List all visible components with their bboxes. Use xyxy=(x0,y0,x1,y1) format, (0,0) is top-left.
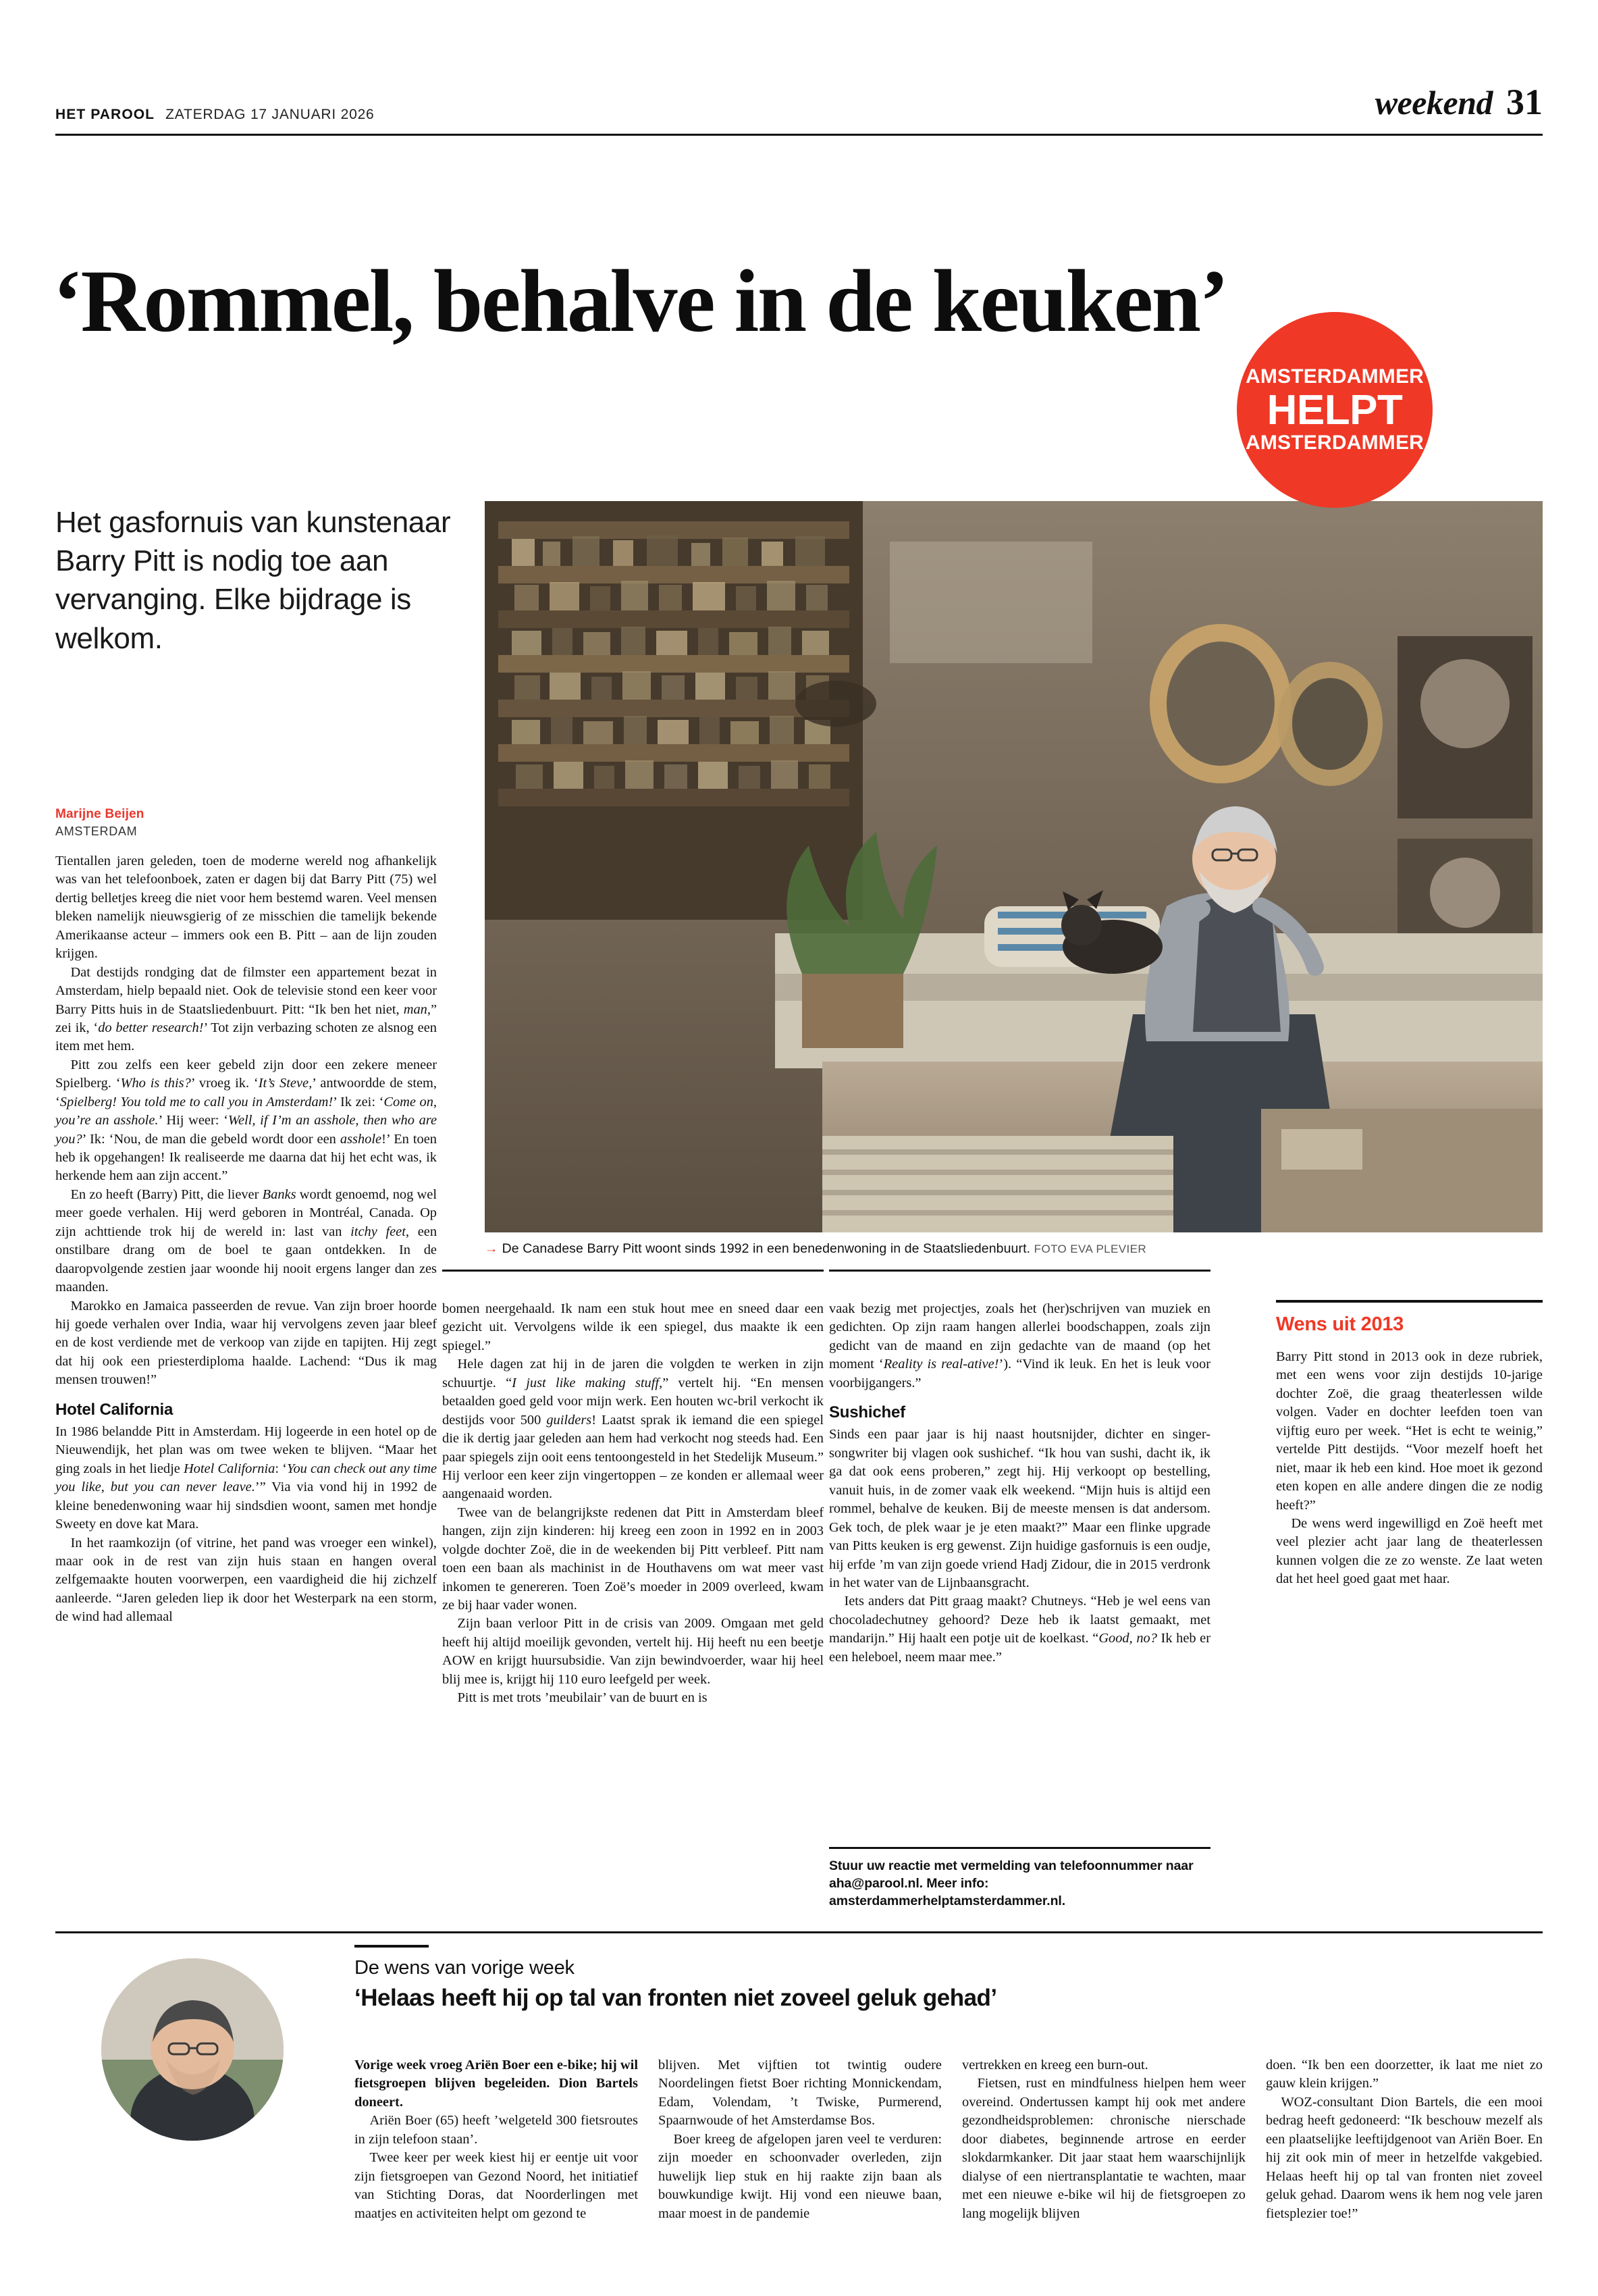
body-column-3 xyxy=(829,1300,1210,1667)
paragraph: Dat destijds rondging dat de filmster een appartement bezat in Amsterdam, hielp bepaald niet. Ook de televisie stond een keer voor Barry Pitts huis in de Staatsliedenbuurt. Pitt: “Ik ben het niet, man,” zei ik, ‘do better research!’ Tot zijn verbazing schoten ze alsnog een item met hem. xyxy=(55,964,437,1054)
paragraph: Sinds een paar jaar is hij naast houtsnijder, dichter en singer-songwriter bij vlagen ook sushichef. “Ik hou van sushi, dacht ik, ik ga dat ook eens proberen,” zegt hij. Hij verkoopt op bestelling, vanuit huis, in de zomer vaak elk weekend. “Mijn huis is altijd een rommel, behalve de keuken. Bij de meeste mensen is dat andersom. Gek toch, de plek waar je je eten maakt?” Maar een flinke upgrade van Pitts keuken is erg gewenst. Zijn huidige gasfornuis is een oudje, hij erfde ’m van zijn goede vriend Hadj Zidour, die in 2015 verdronk in het water van de Lijnbaansgracht. xyxy=(829,1427,1210,1590)
status-badge xyxy=(1237,312,1433,508)
main-photo xyxy=(485,501,1543,1232)
bottom-col4-paragraphs xyxy=(1266,2056,1543,2223)
subheading-hotel-california: Hotel California xyxy=(55,1400,174,1419)
avatar xyxy=(101,1958,284,2141)
bottom-header xyxy=(354,1945,1246,2011)
badge-line-3: AMSTERDAMMER xyxy=(1245,432,1424,454)
paragraph: Twee van de belangrijkste redenen dat Pitt in Amsterdam bleef hangen, zijn zijn kinderen: hij kreeg een zoon in 1992 en in 2003 volgde dochter Zoë, die in de weekenden bij Pitt verbleef. Pitt nam toen een baan als machinist in de Houthavens om wat meer vast inkomen te genereren. Toen Zoë’s moeder in 2009 overleed, kwam ze bij haar vader wonen. xyxy=(442,1505,824,1613)
sidebar-title: Wens uit 2013 xyxy=(1276,1313,1404,1335)
paragraph: Pitt is met trots ’meubilair’ van de buurt en is xyxy=(457,1690,708,1706)
page-number: 31 xyxy=(1506,82,1543,122)
bottom-kicker: De wens van vorige week xyxy=(354,1957,575,1979)
col1-paragraphs-after xyxy=(55,1423,437,1627)
paragraph: Tientallen jaren geleden, toen de moderne wereld nog afhankelijk was van het telefoonboek, zaten er dagen bij dat Barry Pitt (75) wel dertig belletjes kreeg die niet voor hem bestemd waren. Veel mensen bleken namelijk nieuwsgierig of ze misschien die tamelijk bekende Amerikaanse acteur – immers ook een B. Pitt – aan de lijn zouden krijgen. xyxy=(55,854,437,962)
body-column-2 xyxy=(442,1300,824,1708)
page-title: ‘Rommel, behalve in de keuken’ xyxy=(53,251,1227,351)
subheading-sushichef: Sushichef xyxy=(829,1403,905,1422)
reaction-note: Stuur uw reactie met vermelding van telefoonnummer naar aha@parool.nl. Meer info: amsterdammerhelptamsterdammer.nl. xyxy=(829,1847,1210,1910)
paragraph: En zo heeft (Barry) Pitt, die liever Banks wordt genoemd, nog wel meer goede verhalen. Hij werd geboren in Montréal, Canada. Op zijn achttiende trok hij de wereld in: last van itchy feet, een onstilbare drang om de boel te gaan ontdekken. In de daaropvolgende zestien jaar woonde hij nooit ergens langer dan zes maanden. xyxy=(55,1186,437,1295)
col2-paragraphs xyxy=(442,1300,824,1708)
photo-caption xyxy=(485,1241,1543,1257)
byline xyxy=(55,807,433,839)
avatar-illustration xyxy=(101,1958,284,2141)
sidebar-rule xyxy=(1276,1300,1543,1303)
masthead xyxy=(55,81,1543,136)
paragraph: Fietsen, rust en mindfulness hielpen hem weer overeind. Ondertussen kampt hij ook met andere gezondheidsproblemen: chronische nierschade door diabetes, beginnende artrose en eerder slokdarmkanker. Dit jaar staat hem waarschijnlijk dialyse of een niertransplantatie te wachten, maar met een nieuwe e-bike wil hij de fietsgroepen zo lang mogelijk blijven xyxy=(962,2076,1246,2221)
publication-date: ZATERDAG 17 JANUARI 2026 xyxy=(165,107,375,122)
standfirst: Het gasfornuis van kunstenaar Barry Pitt is nodig toe aan vervanging. Elke bijdrage is welkom. xyxy=(55,506,451,655)
paragraph: Pitt zou zelfs een keer gebeld zijn door een zekere meneer Spielberg. ‘Who is this?’ vroeg ik. ‘It’s Steve,’ antwoordde de stem, ‘Spielberg! You told me to call you in Amsterdam!’ Ik zei: ‘Come on, you’re an asshole.’ Hij weer: ‘Well, if I’m an asshole, then who are you?’ Ik: ‘Nou, de man die gebeld wordt door een asshole!’ En toen heb ik opgehangen! Ik realiseerde me daarna dat hij het echt was, ik herkende hem aan zijn accent.” xyxy=(55,1057,437,1184)
paragraph: Marokko en Jamaica passeerden de revue. Van zijn broer hoorde hij goede verhalen over India, waar hij vervolgens zeven jaar bleef en de kost verdiende met de verkoop van zijde en tapijten. Hij zegt dat hij ook een priesterdiploma haalde. Lachend: “Dus ik mag mensen trouwen!” xyxy=(55,1298,437,1388)
byline-city: AMSTERDAM xyxy=(55,825,138,838)
column-rule-3 xyxy=(829,1270,1210,1272)
bottom-title: ‘Helaas heeft hij op tal van fronten niet zoveel geluk gehad’ xyxy=(354,1985,997,2011)
column-rule-2 xyxy=(442,1270,824,1272)
col3-paragraphs-before xyxy=(829,1300,1210,1392)
bottom-col1-paragraphs xyxy=(354,2112,638,2223)
bottom-column-3 xyxy=(962,2056,1246,2223)
paragraph: Zijn baan verloor Pitt in de crisis van 2009. Omgaan met geld heeft hij altijd moeilijk gevonden, vertelt hij. Hij heeft nu een beetje AOW en krijgt huursubsidie. Van zijn bewindvoerder, waar hij heel blij mee is, krijgt hij 110 euro leefgeld per week. xyxy=(442,1616,824,1687)
paragraph: blijven. Met vijftien tot twintig oudere Noordelingen fietst Boer richting Monnickendam, Edam, Volendam, ’t Twiske, Purmerend, Spaarnwoude of het Amsterdamse Bos. xyxy=(658,2058,942,2129)
caption-text: De Canadese Barry Pitt woont sinds 1992 in een benedenwoning in de Staatsliedenbuurt. xyxy=(502,1241,1031,1256)
paragraph: Hele dagen zat hij in de jaren die volgden te werken in zijn schuurtje. “I just like making stuff,” vertelt hij. “En mensen betaalden goed geld voor mijn werk. Een houten wc-bril verkocht ik destijds voor 500 guilders! Laatst sprak ik iemand die een spiegel die ik dertig jaar geleden aan hem had verkocht nog steeds had. Een paar spiegels zijn ooit eens tentoongesteld in het Stedelijk Museum.” Hij verloor een keer zijn vingertoppen – ze konden er allemaal weer aangenaaid worden. xyxy=(442,1357,824,1502)
paragraph: Boer kreeg de afgelopen jaren veel te verduren: zijn moeder en schoonvader overleden, zijn huwelijk liep stuk en hij raakte zijn baan als bouwkundige kwijt. Hij vond een nieuwe baan, maar moest in de pandemie xyxy=(658,2131,942,2221)
col3-paragraphs xyxy=(829,1426,1210,1667)
paragraph: Iets anders dat Pitt graag maakt? Chutneys. “Heb je wel eens van chocoladechutney gehoord? Deze heb ik laatst gemaakt, met mandarijn.” Hij haalt een potje uit de koelkast. “Good, no? Ik heb er een heleboel, neem maar mee.” xyxy=(829,1594,1211,1665)
arrow-icon: → xyxy=(485,1241,498,1256)
bottom-col3-paragraphs xyxy=(962,2056,1246,2223)
paragraph: vaak bezig met projectjes, zoals het (her)schrijven van muziek en gedichten. Op zijn raam hangen allerlei boodschappen, zoals zijn gedicht van de maand en zijn gedachte van de maand (op het moment ‘Reality is real-ative!’). “Vind ik leuk. En het is leuk voor voorbijgangers.” xyxy=(829,1301,1210,1390)
paragraph: In 1986 belandde Pitt in Amsterdam. Hij logeerde in een hotel op de Nieuwendijk, het plan was om twee weken te blijven. “Maar het ging zoals in het liedje Hotel California: ‘You can check out any time you like, but you can never leave.’” Via via vond hij in 1992 de kleine benedenwoning waar hij sindsdien woont, samen met hondje Sweety en dove kat Mara. xyxy=(55,1424,437,1532)
paragraph: vertrekken en kreeg een burn-out. xyxy=(962,2058,1148,2072)
photo-credit: FOTO EVA PLEVIER xyxy=(1034,1243,1147,1255)
bottom-lead: Vorige week vroeg Ariën Boer een e-bike; hij wil fietsgroepen blijven begeleiden. Dion Bartels doneert. xyxy=(354,2058,638,2110)
masthead-right xyxy=(1375,81,1543,123)
sidebar-wens-uit-2013 xyxy=(1276,1300,1543,1589)
photo-illustration xyxy=(485,501,1543,1232)
paragraph: Twee keer per week kiest hij er eentje uit voor zijn fietsgroepen van Gezond Noord, het initiatief van Stichting Doras, dat Noorderlingen met maatjes en activiteiten helpt om gezond te xyxy=(354,2150,638,2221)
bottom-column-4 xyxy=(1266,2056,1543,2223)
paragraph: De wens werd ingewilligd en Zoë heeft met veel plezier acht jaar lang de theaterlessen kunnen volgen die ze zo wenste. Ze laat weten dat het heel goed gaat met haar. xyxy=(1276,1515,1543,1587)
col1-paragraphs xyxy=(55,852,437,1390)
bottom-column-2 xyxy=(658,2056,942,2223)
paragraph: WOZ-consultant Dion Bartels, die een mooi bedrag heeft gedoneerd: “Ik beschouw mezelf als een plaatselijke leeftijdgenoot van Ariën Boer. En hij zit ook min of meer in hetzelfde vakgebied. Helaas heeft hij op tal van fronten niet zoveel geluk gehad. Daarom wens ik hem nog vele jaren fietsplezier toe!” xyxy=(1266,2094,1543,2221)
bottom-column-1 xyxy=(354,2056,638,2223)
masthead-left xyxy=(55,107,375,123)
section-divider xyxy=(55,1931,1543,1933)
paragraph: bomen neergehaald. Ik nam een stuk hout mee en sneed daar een gezicht uit. Vervolgens wilde ik een spiegel, dus maakte ik een spiegel.” xyxy=(442,1301,824,1353)
byline-author: Marijne Beijen xyxy=(55,807,144,821)
paragraph: In het raamkozijn (of vitrine, het pand was vroeger een winkel), maar ook in de rest van zijn huis staan en hangen overal zelfgemaakte houten voorwerpen, een vaardigheid die hij zichzelf aanleerde. “Jaren geleden liep ik door het Westerpark na een storm, de wind had allemaal xyxy=(55,1535,437,1625)
body-column-1 xyxy=(55,852,437,1627)
paragraph: doen. “Ik ben een doorzetter, ik laat me niet zo gauw klein krijgen.” xyxy=(1266,2058,1543,2091)
sidebar-paragraphs xyxy=(1276,1348,1543,1589)
paragraph: Ariën Boer (65) heeft ’welgeteld 300 fietsroutes in zijn telefoon staan’. xyxy=(354,2113,638,2147)
badge-line-2: HELPT xyxy=(1267,387,1403,434)
kicker-rule xyxy=(354,1945,429,1948)
publication-name: HET PAROOL xyxy=(55,107,155,122)
paragraph: Barry Pitt stond in 2013 ook in deze rubriek, met een wens voor zijn destijds 10-jarige dochter Zoë, die graag theaterlessen wilde volgen. Vader en dochter leefden toen van vijftig euro per week. “Het is echt te weinig,” vertelde Pitt destijds. “Voor mezelf hoeft het niet, maar ik heb een kind. Hoe moet ik gezond eten kopen en alle andere dingen die ze nodig heeft?” xyxy=(1276,1349,1543,1513)
bottom-col2-paragraphs xyxy=(658,2056,942,2223)
badge-line-1: AMSTERDAMMER xyxy=(1245,365,1424,388)
section-name: weekend xyxy=(1375,84,1493,122)
